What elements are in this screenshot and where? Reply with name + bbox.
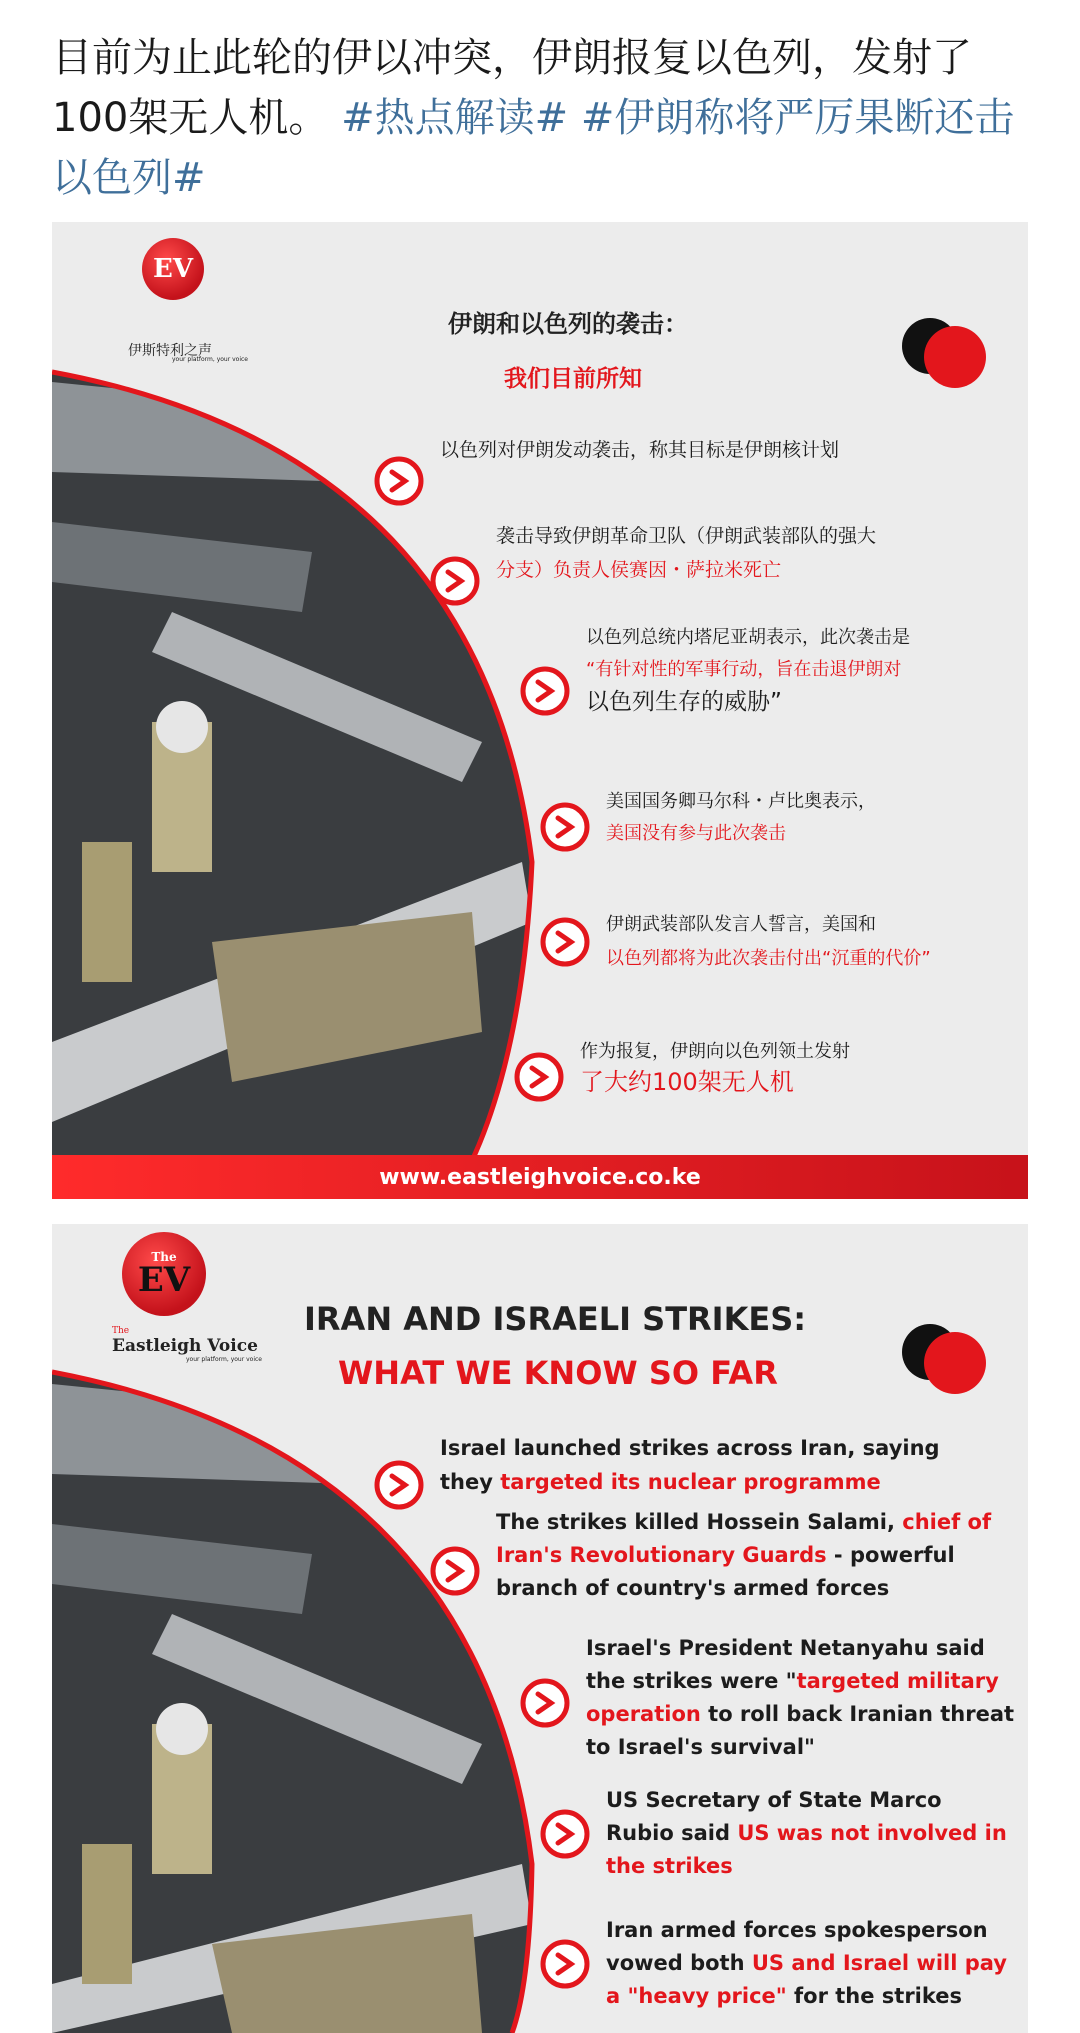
- chevron-right-icon: [428, 554, 482, 608]
- chevron-right-icon: [372, 1458, 426, 1512]
- card-cn-subtitle: 我们目前所知: [504, 366, 642, 392]
- list-item: [428, 498, 996, 608]
- chevron-right-icon: [538, 1937, 592, 1991]
- list-item: [512, 1032, 1000, 1104]
- item-highlight: 美国没有参与此次袭击: [606, 823, 786, 844]
- item-highlight: 了大约100架无人机: [580, 1067, 794, 1096]
- ev-logo-name-the: The: [112, 1326, 130, 1336]
- image-card-chinese[interactable]: [52, 222, 1028, 1199]
- item-highlight: 以色列都将为此次袭击付出“沉重的代价”: [606, 948, 931, 969]
- list-item: [372, 418, 960, 508]
- chevron-right-icon: [538, 915, 592, 969]
- item-text: 以色列对伊朗发动袭击，称其目标是伊朗核计划: [440, 439, 840, 462]
- hashtag-iran-retaliation[interactable]: #伊朗称将严厉果断还击以色列#: [52, 95, 1015, 201]
- chevron-right-icon: [428, 1544, 482, 1598]
- chevron-right-icon: [538, 800, 592, 854]
- item-text: 美国国务卿马尔科・卢比奥表示，: [606, 791, 876, 812]
- item-highlight: US was not involved in the strikes: [606, 1821, 1007, 1878]
- card-en-title: IRAN AND ISRAELI STRIKES:: [304, 1300, 807, 1338]
- list-item: Iran armed forces spokesperson vowed both US and Israel will pay a "heavy price" for the strikes: [538, 1914, 1016, 2013]
- item-highlight: 分支）负责人侯赛因・萨拉米死亡: [496, 559, 782, 581]
- ev-logo-mark: EV: [142, 238, 204, 300]
- list-item: [538, 908, 1006, 976]
- post-body: 目前为止此轮的伊以冲突，伊朗报复以色列，发射了100架无人机。: [52, 35, 972, 141]
- chevron-right-icon: [512, 1050, 566, 1104]
- ev-logo-tagline: your platform, your voice: [186, 1356, 262, 1363]
- ev-logo-name: 伊斯特利之声: [128, 343, 212, 359]
- list-item: US Secretary of State Marco Rubio said US was not involved in the strikes: [538, 1784, 1016, 1883]
- eastleigh-voice-logo: [112, 1232, 272, 1363]
- hashtag-hot-topic[interactable]: #热点解读#: [341, 95, 569, 141]
- chevron-right-icon: [372, 454, 426, 508]
- item-highlight: “有针对性的军事行动，旨在击退伊朗对: [586, 659, 902, 680]
- card-footer-url: www.eastleighvoice.co.ke: [52, 1155, 1028, 1199]
- image-card-english[interactable]: [52, 1224, 1028, 2033]
- chevron-right-icon: [518, 1676, 572, 1730]
- item-text: 伊朗武装部队发言人誓言，美国和: [606, 914, 876, 935]
- item-highlight: chief of Iran's Revolutionary Guards: [496, 1510, 992, 1567]
- item-highlight: US and Israel will pay a "heavy price": [606, 1951, 1007, 2008]
- card-cn-title: 伊朗和以色列的袭击：: [448, 310, 688, 338]
- item-text: 作为报复，伊朗向以色列领土发射: [580, 1040, 850, 1062]
- decorative-dots: [902, 318, 992, 388]
- decorative-dots: [902, 1324, 992, 1394]
- list-item: Israel's President Netanyahu said the strikes were "targeted military operation to roll back Iranian threat to Israel's survival": [518, 1632, 1016, 1764]
- ev-logo-tagline: your platform, your voice: [172, 356, 248, 363]
- list-item: Israel launched strikes across Iran, saying they targeted its nuclear programme: [372, 1418, 940, 1512]
- ev-logo-the: The: [151, 1250, 177, 1264]
- list-item: [518, 622, 1006, 720]
- post-text: [52, 28, 1037, 208]
- chevron-right-icon: [538, 1807, 592, 1861]
- card-en-subtitle: WHAT WE KNOW SO FAR: [338, 1354, 778, 1392]
- ev-logo: [112, 238, 252, 363]
- ev-logo-mark: The EV: [122, 1232, 206, 1316]
- item-tail: 以色列生存的威胁”: [586, 689, 782, 715]
- item-highlight: targeted military operation: [586, 1669, 999, 1726]
- list-item: [538, 782, 986, 854]
- list-item: The strikes killed Hossein Salami, chief of Iran's Revolutionary Guards - powerful branch of country's armed forces: [428, 1506, 1016, 1605]
- ev-logo-name: Eastleigh Voice: [112, 1336, 258, 1356]
- chevron-right-icon: [518, 664, 572, 718]
- item-highlight: targeted its nuclear programme: [500, 1470, 881, 1494]
- item-text: 以色列总统内塔尼亚胡表示，此次袭击是: [586, 627, 910, 648]
- item-text: 袭击导致伊朗革命卫队（伊朗武装部队的强大: [496, 525, 877, 547]
